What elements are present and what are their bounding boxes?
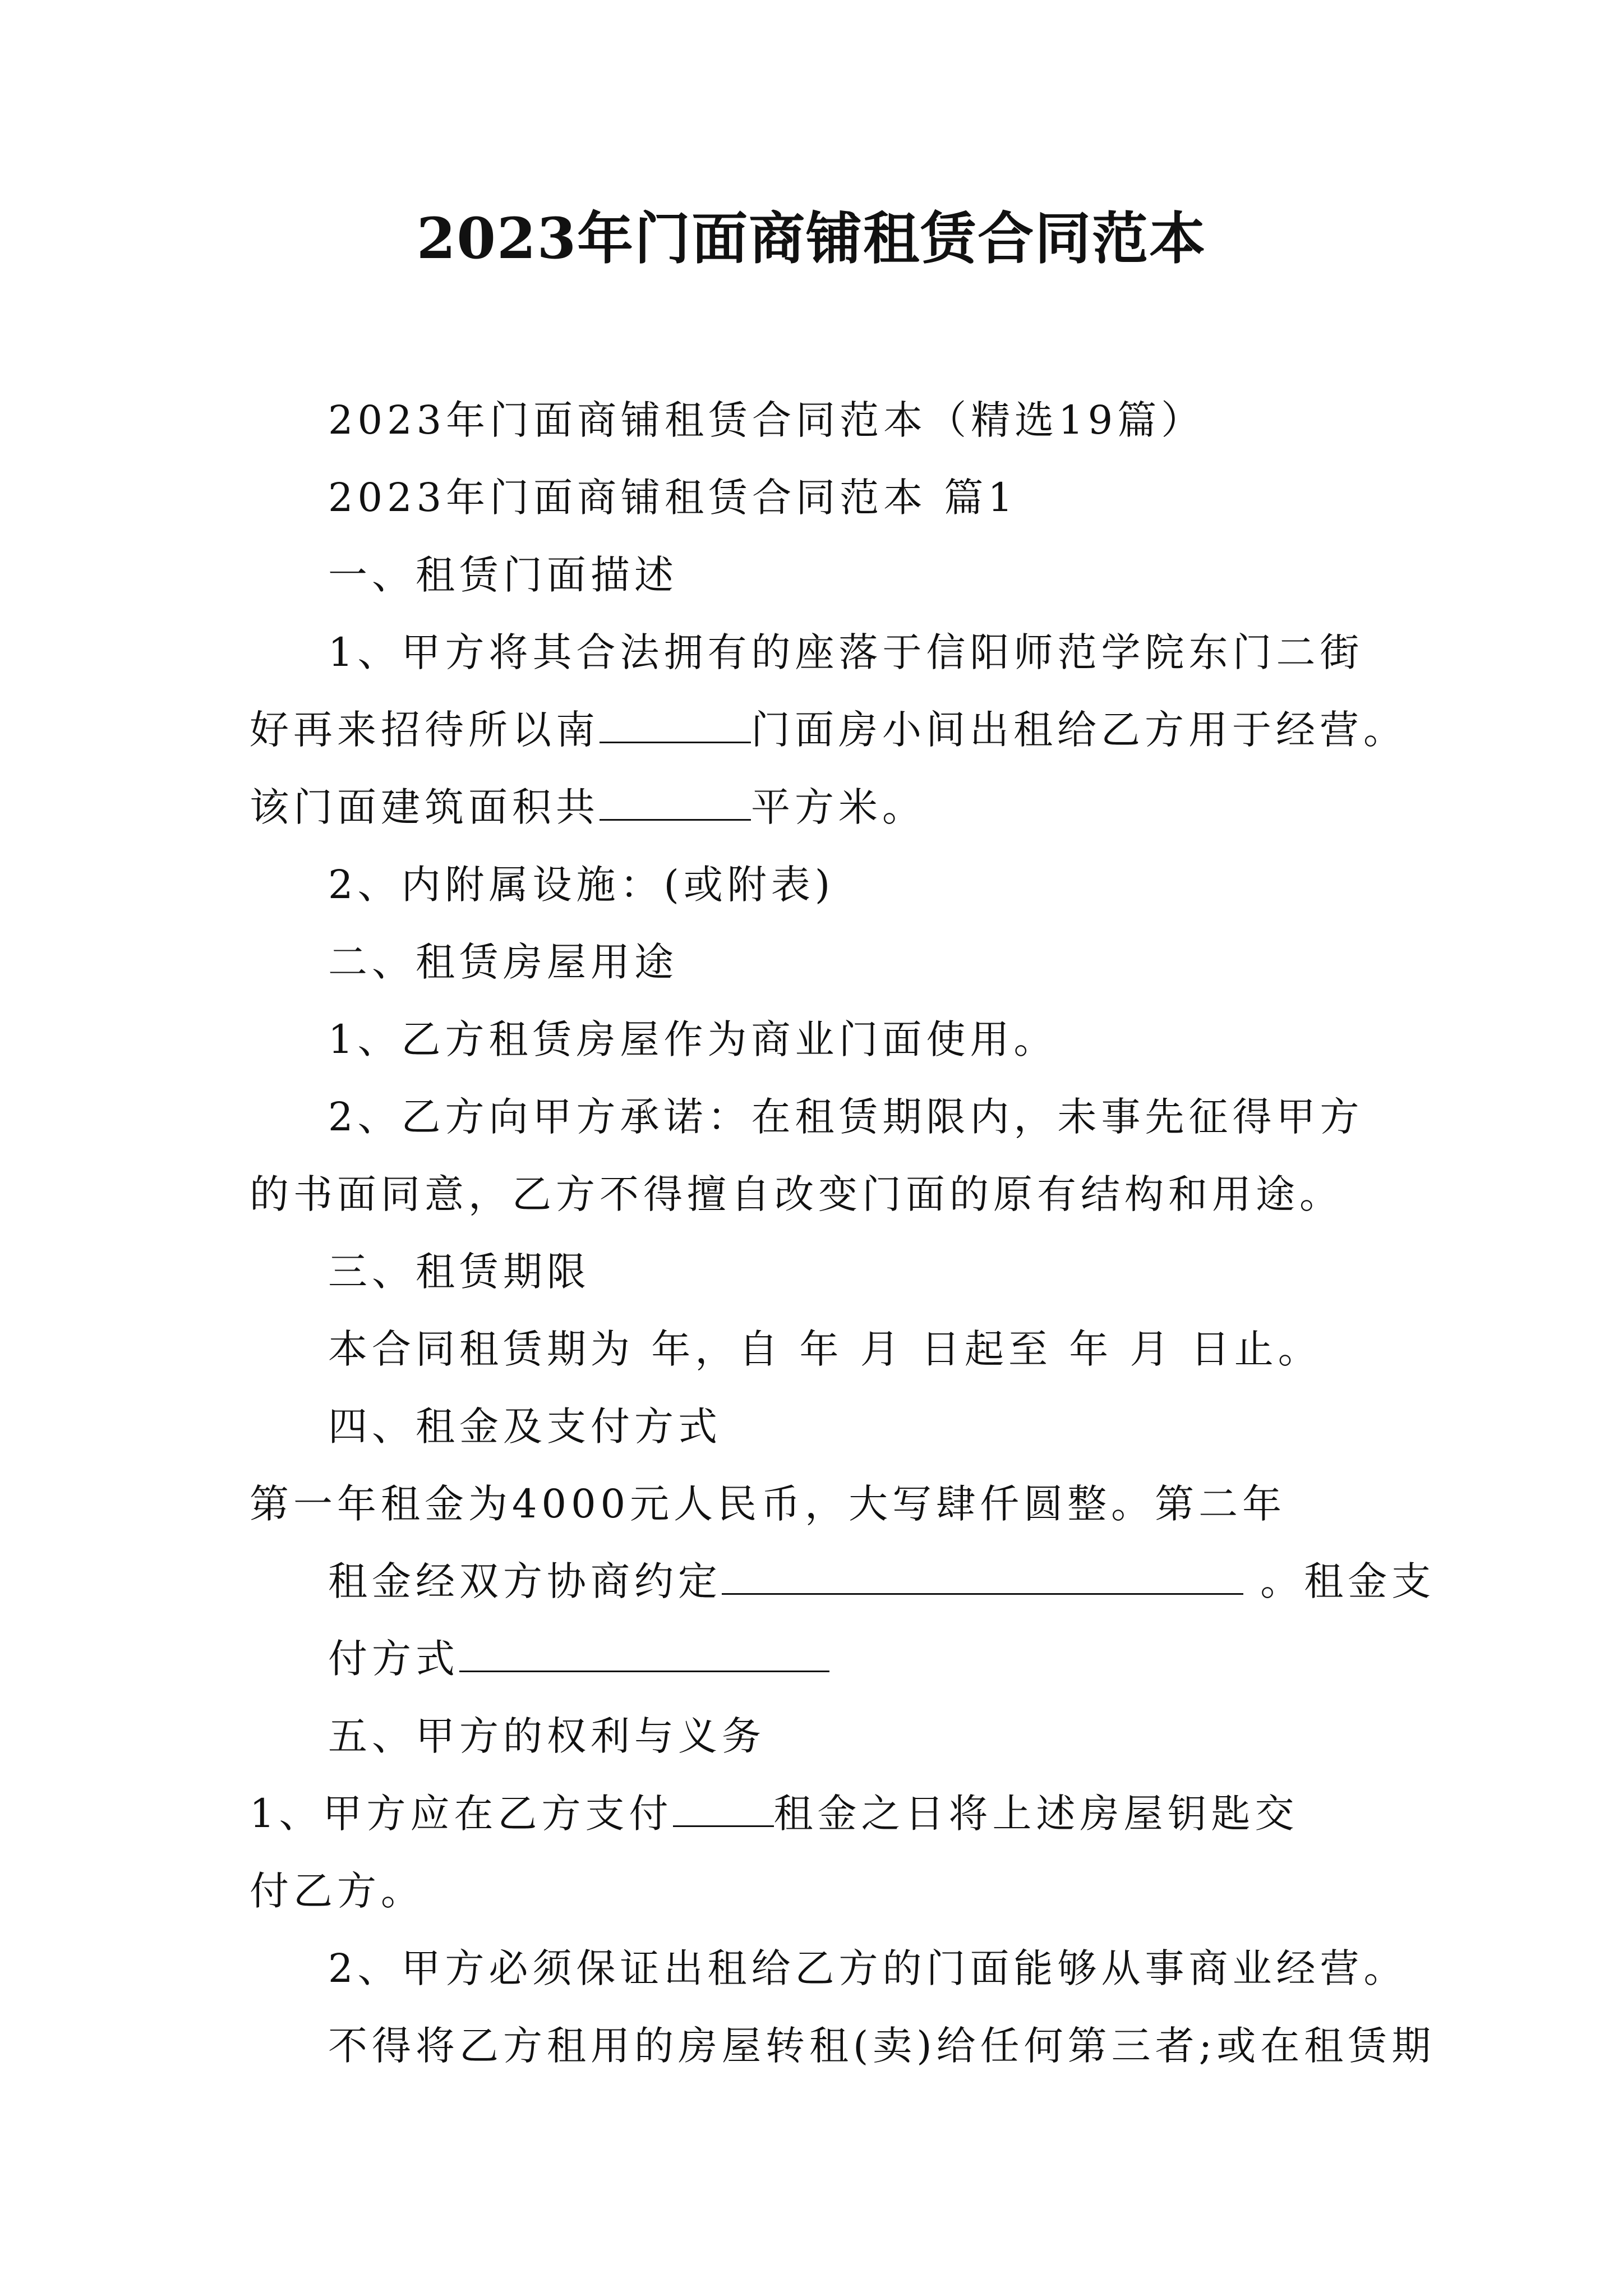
blank-field[interactable] xyxy=(600,709,751,743)
clause-heading: 二、租赁房屋用途 xyxy=(328,939,678,985)
paragraph-line xyxy=(250,769,1388,846)
clause-heading: 一、租赁门面描述 xyxy=(328,552,678,598)
paragraph-line: 不得将乙方租用的房屋转租(卖)给任何第三者;或在租赁期 xyxy=(328,2023,1436,2069)
document-title: 2023年门面商铺租赁合同范本 xyxy=(416,205,1207,272)
paragraph-line: 1、乙方租赁房屋作为商业门面使用。 xyxy=(328,1016,1058,1062)
paragraph-text: 租金之日将上述房屋钥匙交 xyxy=(773,1791,1299,1837)
document-subtitle: 2023年门面商铺租赁合同范本（精选19篇） xyxy=(328,397,1205,443)
paragraph-line: 2、甲方必须保证出租给乙方的门面能够从事商业经营。 xyxy=(328,1945,1408,1991)
paragraph-line: 的书面同意，乙方不得擅自改变门面的原有结构和用途。 xyxy=(250,1171,1343,1217)
paragraph-line: 付乙方。 xyxy=(250,1868,425,1914)
paragraph-text: 好再来招待所以南 xyxy=(250,707,600,753)
paragraph-line: 本合同租赁期为 年，自 年 月 日起至 年 月 日止。 xyxy=(328,1326,1322,1372)
paragraph-text: 付方式 xyxy=(328,1636,459,1682)
paragraph-line: 2、内附属设施：(或附表) xyxy=(328,862,835,908)
paragraph-text: 门面房小间出租给乙方用于经营。 xyxy=(751,707,1407,753)
clause-heading: 五、甲方的权利与义务 xyxy=(328,1713,766,1759)
blank-field[interactable] xyxy=(722,1561,1243,1595)
blank-field[interactable] xyxy=(459,1638,829,1672)
clause-heading: 三、租赁期限 xyxy=(328,1249,591,1295)
paragraph-line xyxy=(250,691,1407,769)
paragraph-line: 2、乙方向甲方承诺：在租赁期限内，未事先征得甲方 xyxy=(328,1094,1364,1140)
paragraph-text: 该门面建筑面积共 xyxy=(250,784,600,830)
paragraph-text: 。租金支 xyxy=(1243,1558,1436,1604)
paragraph-line: 第一年租金为4000元人民币，大写肆仟圆整。第二年 xyxy=(250,1481,1287,1527)
blank-field[interactable] xyxy=(600,786,751,821)
paragraph-line: 1、甲方将其合法拥有的座落于信阳师范学院东门二街 xyxy=(328,629,1364,675)
section-heading: 2023年门面商铺租赁合同范本 篇1 xyxy=(328,475,1017,521)
blank-field[interactable] xyxy=(673,1793,774,1827)
paragraph-text: 租金经双方协商约定 xyxy=(328,1558,722,1604)
clause-heading: 四、租金及支付方式 xyxy=(328,1404,722,1450)
paragraph-text: 平方米。 xyxy=(751,784,926,830)
paragraph-line xyxy=(328,1620,1388,1697)
paragraph-line xyxy=(250,1775,1388,1852)
paragraph-line xyxy=(328,1543,1436,1620)
paragraph-text: 1、甲方应在乙方支付 xyxy=(250,1791,673,1837)
